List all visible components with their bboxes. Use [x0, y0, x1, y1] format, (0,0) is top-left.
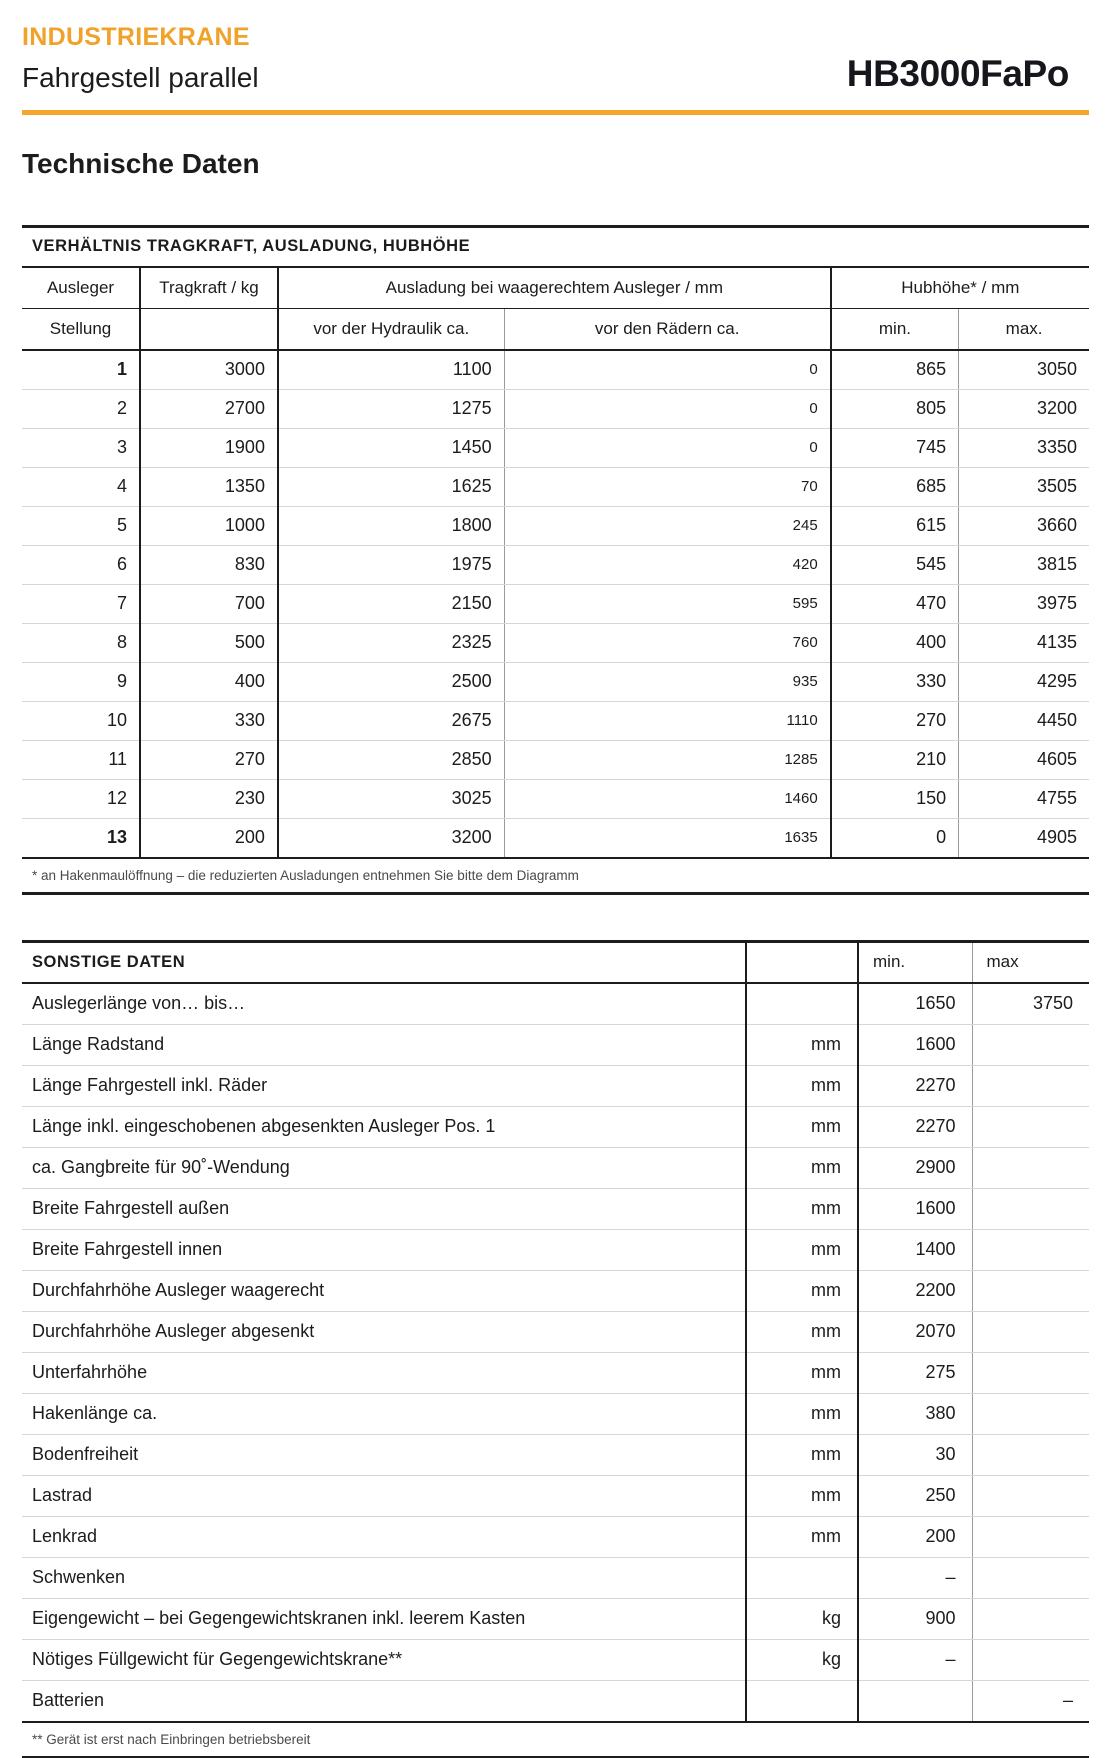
cell-unit: [746, 1681, 858, 1723]
table-row: [22, 624, 1089, 663]
table-row: [22, 983, 1089, 1025]
cell-raeder: 0: [504, 390, 831, 429]
cell-raeder: 935: [504, 663, 831, 702]
cell-max: [972, 1148, 1089, 1189]
capacity-table-body: [22, 350, 1089, 858]
table-row: [22, 468, 1089, 507]
cell-hubhoehe-min: 615: [831, 507, 959, 546]
product-subtitle: Fahrgestell parallel: [22, 61, 259, 93]
table-row: [22, 507, 1089, 546]
cell-raeder: 245: [504, 507, 831, 546]
cell-stellung: 6: [22, 546, 140, 585]
cell-tragkraft: 1900: [140, 429, 278, 468]
cell-label: Auslegerlänge von… bis…: [22, 983, 746, 1025]
other-data-table: [22, 940, 1089, 1723]
cell-unit: kg: [746, 1599, 858, 1640]
cell-label: Nötiges Füllgewicht für Gegengewichtskrane**: [22, 1640, 746, 1681]
cell-hubhoehe-max: 4905: [959, 819, 1089, 859]
cell-hydraulik: 2850: [278, 741, 504, 780]
cell-hubhoehe-max: 4450: [959, 702, 1089, 741]
th-ausladung: Ausladung bei waagerechtem Ausleger / mm: [278, 267, 831, 309]
cell-tragkraft: 2700: [140, 390, 278, 429]
other-data-table-body: [22, 983, 1089, 1722]
table-row: [22, 1025, 1089, 1066]
cell-max: [972, 1476, 1089, 1517]
accent-divider: [22, 110, 1089, 115]
cell-min: 1650: [858, 983, 972, 1025]
cell-label: ca. Gangbreite für 90˚-Wendung: [22, 1148, 746, 1189]
cell-min: 30: [858, 1435, 972, 1476]
cell-hubhoehe-max: 4755: [959, 780, 1089, 819]
cell-stellung: 8: [22, 624, 140, 663]
table-row: [22, 1435, 1089, 1476]
cell-stellung: 13: [22, 819, 140, 859]
cell-hydraulik: 1100: [278, 350, 504, 390]
cell-hubhoehe-max: 4605: [959, 741, 1089, 780]
cell-hydraulik: 1275: [278, 390, 504, 429]
model-designation: HB3000FaPo: [846, 53, 1069, 95]
th-raeder: vor den Rädern ca.: [504, 309, 831, 351]
cell-stellung: 11: [22, 741, 140, 780]
cell-hubhoehe-min: 745: [831, 429, 959, 468]
other-data-min-header: min.: [858, 942, 972, 984]
table-row: [22, 1517, 1089, 1558]
cell-stellung: 7: [22, 585, 140, 624]
cell-label: Länge inkl. eingeschobenen abgesenkten Ausleger Pos. 1: [22, 1107, 746, 1148]
other-data-caption-row: [22, 942, 1089, 984]
cell-unit: mm: [746, 1066, 858, 1107]
cell-min: 1400: [858, 1230, 972, 1271]
cell-raeder: 420: [504, 546, 831, 585]
table-row: [22, 1107, 1089, 1148]
cell-unit: mm: [746, 1476, 858, 1517]
cell-raeder: 1110: [504, 702, 831, 741]
cell-hydraulik: 1800: [278, 507, 504, 546]
table-row: [22, 1353, 1089, 1394]
cell-stellung: 3: [22, 429, 140, 468]
document-header: [22, 0, 1089, 180]
capacity-table-footnote: * an Hakenmaulöffnung – die reduzierten Ausladungen entnehmen Sie bitte dem Diagramm: [22, 859, 1089, 895]
cell-tragkraft: 200: [140, 819, 278, 859]
cell-max: [972, 1066, 1089, 1107]
cell-label: Länge Fahrgestell inkl. Räder: [22, 1066, 746, 1107]
capacity-header-row-1: [22, 267, 1089, 309]
cell-hubhoehe-min: 330: [831, 663, 959, 702]
cell-unit: mm: [746, 1107, 858, 1148]
th-tragkraft: Tragkraft / kg: [140, 267, 278, 309]
cell-label: Eigengewicht – bei Gegengewichtskranen inkl. leerem Kasten: [22, 1599, 746, 1640]
cell-max: [972, 1599, 1089, 1640]
cell-hubhoehe-min: 805: [831, 390, 959, 429]
cell-hydraulik: 2325: [278, 624, 504, 663]
cell-tragkraft: 270: [140, 741, 278, 780]
cell-label: Länge Radstand: [22, 1025, 746, 1066]
cell-min: 2070: [858, 1312, 972, 1353]
cell-tragkraft: 500: [140, 624, 278, 663]
cell-raeder: 595: [504, 585, 831, 624]
cell-unit: [746, 1558, 858, 1599]
cell-stellung: 2: [22, 390, 140, 429]
cell-max: [972, 1025, 1089, 1066]
cell-hubhoehe-min: 470: [831, 585, 959, 624]
cell-label: Batterien: [22, 1681, 746, 1723]
cell-raeder: 760: [504, 624, 831, 663]
cell-raeder: 1460: [504, 780, 831, 819]
cell-max: [972, 1517, 1089, 1558]
table-row: [22, 1271, 1089, 1312]
table-row: [22, 1476, 1089, 1517]
capacity-table-caption: VERHÄLTNIS TRAGKRAFT, AUSLADUNG, HUBHÖHE: [22, 227, 1089, 268]
table-row: [22, 350, 1089, 390]
cell-label: Lastrad: [22, 1476, 746, 1517]
table-row: [22, 585, 1089, 624]
cell-min: 2900: [858, 1148, 972, 1189]
table-row: [22, 390, 1089, 429]
cell-label: Breite Fahrgestell außen: [22, 1189, 746, 1230]
other-data-caption: SONSTIGE DATEN: [22, 942, 746, 984]
cell-stellung: 1: [22, 350, 140, 390]
cell-hubhoehe-min: 210: [831, 741, 959, 780]
cell-max: [972, 1435, 1089, 1476]
cell-raeder: 70: [504, 468, 831, 507]
table-row: [22, 429, 1089, 468]
cell-min: 275: [858, 1353, 972, 1394]
cell-hydraulik: 3025: [278, 780, 504, 819]
cell-hubhoehe-min: 400: [831, 624, 959, 663]
table-row: [22, 1681, 1089, 1723]
capacity-table-caption-row: [22, 227, 1089, 268]
cell-raeder: 0: [504, 429, 831, 468]
cell-hubhoehe-min: 270: [831, 702, 959, 741]
cell-min: 250: [858, 1476, 972, 1517]
cell-max: –: [972, 1681, 1089, 1723]
cell-stellung: 12: [22, 780, 140, 819]
th-ausleger: Ausleger: [22, 267, 140, 309]
cell-hubhoehe-max: 3815: [959, 546, 1089, 585]
th-hubhoehe: Hubhöhe* / mm: [831, 267, 1089, 309]
cell-tragkraft: 1350: [140, 468, 278, 507]
cell-max: [972, 1189, 1089, 1230]
table-row: [22, 1189, 1089, 1230]
table-row: [22, 1640, 1089, 1681]
table-row: [22, 1394, 1089, 1435]
other-data-footnote: ** Gerät ist erst nach Einbringen betriebsbereit: [22, 1723, 1089, 1758]
cell-min: 2270: [858, 1066, 972, 1107]
th-min: min.: [831, 309, 959, 351]
cell-hydraulik: 2675: [278, 702, 504, 741]
cell-min: 1600: [858, 1189, 972, 1230]
cell-unit: mm: [746, 1230, 858, 1271]
cell-stellung: 5: [22, 507, 140, 546]
cell-hubhoehe-max: 3200: [959, 390, 1089, 429]
cell-min: 2270: [858, 1107, 972, 1148]
cell-min: [858, 1681, 972, 1723]
cell-max: [972, 1271, 1089, 1312]
th-stellung: Stellung: [22, 309, 140, 351]
cell-unit: mm: [746, 1271, 858, 1312]
cell-hubhoehe-min: 865: [831, 350, 959, 390]
table-row: [22, 780, 1089, 819]
cell-max: [972, 1640, 1089, 1681]
cell-unit: kg: [746, 1640, 858, 1681]
cell-max: [972, 1230, 1089, 1271]
cell-label: Breite Fahrgestell innen: [22, 1230, 746, 1271]
cell-stellung: 10: [22, 702, 140, 741]
cell-unit: mm: [746, 1517, 858, 1558]
cell-unit: mm: [746, 1189, 858, 1230]
table-row: [22, 1312, 1089, 1353]
cell-unit: mm: [746, 1148, 858, 1189]
table-row: [22, 1599, 1089, 1640]
table-row: [22, 1230, 1089, 1271]
cell-hydraulik: 1975: [278, 546, 504, 585]
table-row: [22, 1066, 1089, 1107]
cell-label: Durchfahrhöhe Ausleger waagerecht: [22, 1271, 746, 1312]
cell-label: Durchfahrhöhe Ausleger abgesenkt: [22, 1312, 746, 1353]
capacity-table-block: [22, 225, 1089, 895]
cell-unit: [746, 983, 858, 1025]
capacity-header-row-2: [22, 309, 1089, 351]
table-row: [22, 702, 1089, 741]
cell-tragkraft: 400: [140, 663, 278, 702]
cell-min: –: [858, 1640, 972, 1681]
cell-max: [972, 1107, 1089, 1148]
table-row: [22, 1148, 1089, 1189]
cell-max: [972, 1558, 1089, 1599]
cell-min: 900: [858, 1599, 972, 1640]
cell-raeder: 1635: [504, 819, 831, 859]
cell-hubhoehe-min: 150: [831, 780, 959, 819]
table-row: [22, 741, 1089, 780]
cell-label: Bodenfreiheit: [22, 1435, 746, 1476]
cell-hydraulik: 2150: [278, 585, 504, 624]
cell-min: 2200: [858, 1271, 972, 1312]
cell-min: 1600: [858, 1025, 972, 1066]
header-title-row: [22, 53, 1089, 96]
cell-unit: mm: [746, 1353, 858, 1394]
cell-hubhoehe-max: 4135: [959, 624, 1089, 663]
cell-raeder: 1285: [504, 741, 831, 780]
table-row: [22, 1558, 1089, 1599]
cell-min: –: [858, 1558, 972, 1599]
cell-unit: mm: [746, 1435, 858, 1476]
other-data-table-block: [22, 940, 1089, 1758]
th-tragkraft-blank: [140, 309, 278, 351]
cell-hydraulik: 3200: [278, 819, 504, 859]
other-data-max-header: max: [972, 942, 1089, 984]
th-hydraulik: vor der Hydraulik ca.: [278, 309, 504, 351]
th-max: max.: [959, 309, 1089, 351]
cell-hydraulik: 1450: [278, 429, 504, 468]
other-data-unit-header: [746, 942, 858, 984]
cell-min: 200: [858, 1517, 972, 1558]
cell-hubhoehe-max: 3505: [959, 468, 1089, 507]
cell-tragkraft: 830: [140, 546, 278, 585]
cell-hubhoehe-min: 685: [831, 468, 959, 507]
cell-label: Schwenken: [22, 1558, 746, 1599]
cell-hubhoehe-max: 3660: [959, 507, 1089, 546]
cell-hubhoehe-min: 0: [831, 819, 959, 859]
cell-min: 380: [858, 1394, 972, 1435]
cell-hubhoehe-max: 4295: [959, 663, 1089, 702]
cell-label: Hakenlänge ca.: [22, 1394, 746, 1435]
table-row: [22, 546, 1089, 585]
cell-hydraulik: 1625: [278, 468, 504, 507]
table-row: [22, 819, 1089, 859]
page-title: Technische Daten: [22, 148, 260, 180]
cell-tragkraft: 230: [140, 780, 278, 819]
cell-label: Lenkrad: [22, 1517, 746, 1558]
cell-unit: mm: [746, 1394, 858, 1435]
cell-tragkraft: 330: [140, 702, 278, 741]
cell-hubhoehe-min: 545: [831, 546, 959, 585]
cell-unit: mm: [746, 1312, 858, 1353]
cell-stellung: 9: [22, 663, 140, 702]
cell-max: [972, 1394, 1089, 1435]
cell-raeder: 0: [504, 350, 831, 390]
cell-max: 3750: [972, 983, 1089, 1025]
cell-unit: mm: [746, 1025, 858, 1066]
cell-hubhoehe-max: 3975: [959, 585, 1089, 624]
cell-hydraulik: 2500: [278, 663, 504, 702]
cell-stellung: 4: [22, 468, 140, 507]
cell-hubhoehe-max: 3350: [959, 429, 1089, 468]
cell-tragkraft: 1000: [140, 507, 278, 546]
cell-tragkraft: 700: [140, 585, 278, 624]
capacity-table: [22, 225, 1089, 859]
cell-hubhoehe-max: 3050: [959, 350, 1089, 390]
brand-title: INDUSTRIEKRANE: [22, 23, 250, 51]
cell-max: [972, 1312, 1089, 1353]
cell-tragkraft: 3000: [140, 350, 278, 390]
cell-label: Unterfahrhöhe: [22, 1353, 746, 1394]
table-row: [22, 663, 1089, 702]
cell-max: [972, 1353, 1089, 1394]
